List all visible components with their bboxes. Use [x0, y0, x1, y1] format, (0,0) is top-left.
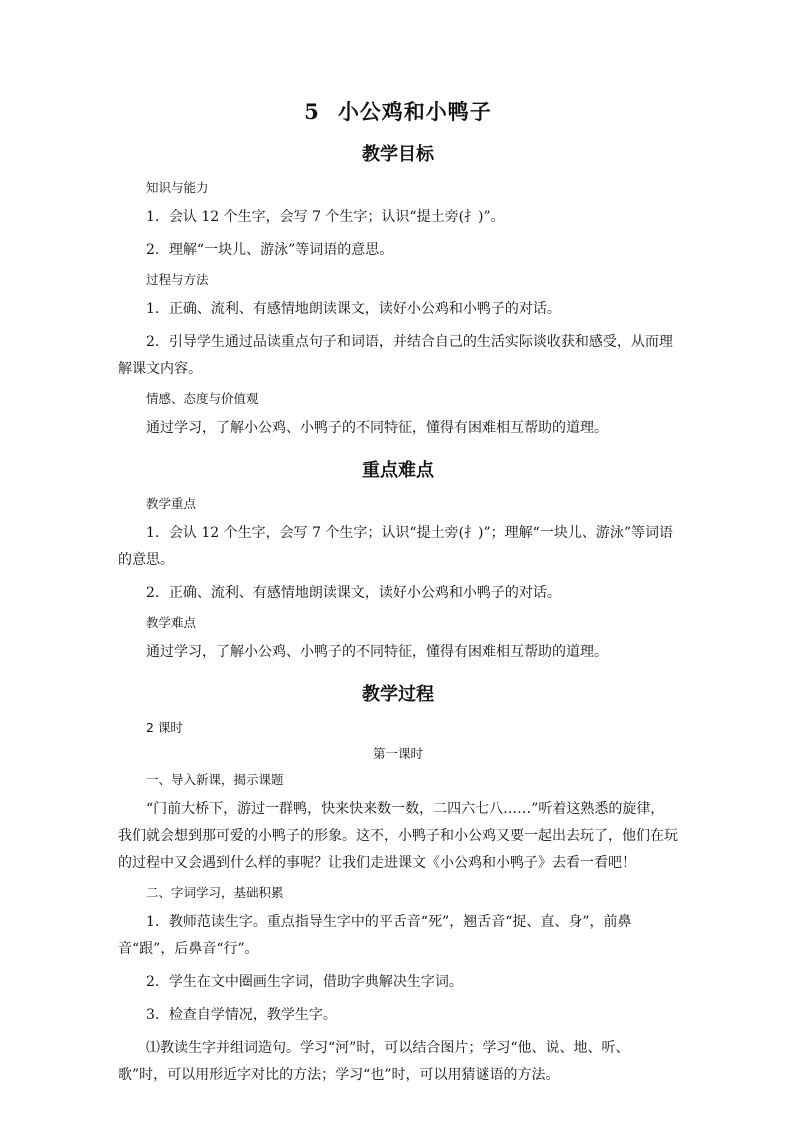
focus-item-2: 2．正确、流利、有感情地朗读课文，读好小公鸡和小鸭子的对话。 [146, 585, 561, 601]
emotion-item-1: 通过学习，了解小公鸡、小鸭子的不同特征，懂得有困难相互帮助的道理。 [146, 420, 608, 436]
emotion-subheading: 情感、态度与价值观 [146, 391, 259, 406]
step-1-text: “门前大桥下，游过一群鸭，快来快来数一数，二四六七八……”听着这熟悉的旋律，我们就会想到那可爱的小鸭子的形象。这不，小鸭子和小公鸡又要一起出去玩了，他们在玩的过程中又会遇到什么样的事呢？让我们走进课文《小公鸡和小鸭子》去看一看吧！ [118, 801, 678, 871]
first-period-heading: 第一课时 [372, 746, 423, 761]
process-heading: 教学过程 [362, 684, 434, 705]
lesson-title-text: 小公鸡和小鸭子 [337, 99, 492, 124]
step-2-item-3: 3．检查自学情况，教学生字。 [146, 1007, 337, 1023]
step-2-item-2: 2．学生在文中圈画生字词，借助字典解决生字词。 [146, 974, 463, 990]
focus-item-1: 1．会认 12 个生字，会写 7 个生字；认识“提土旁(扌)”；理解“一块儿、游泳”等词语的意思。 [118, 525, 673, 568]
knowledge-item-2: 2．理解“一块儿、游泳”等词语的意思。 [146, 242, 394, 258]
method-item-1: 1．正确、流利、有感情地朗读课文，读好小公鸡和小鸭子的对话。 [146, 301, 561, 317]
objectives-heading: 教学目标 [362, 144, 434, 165]
lesson-number: 5 [304, 99, 320, 124]
step-1-heading: 一、导入新课，揭示课题 [146, 772, 284, 787]
document-page [118, 96, 678, 1095]
step-2-item-4: ⑴教读生字并组词造句。学习“河”时，可以结合图片；学习“他、说、地、听、歌”时，可以用形近字对比的方法；学习“也”时，可以用猜谜语的方法。 [118, 1040, 630, 1083]
lesson-title [118, 96, 678, 126]
difficulty-item-1: 通过学习，了解小公鸡、小鸭子的不同特征，懂得有困难相互帮助的道理。 [146, 644, 608, 660]
difficulty-subheading: 教学难点 [146, 615, 197, 630]
knowledge-subheading: 知识与能力 [146, 180, 209, 195]
method-item-2: 2．引导学生通过品读重点句子和词语，并结合自己的生活实际谈收获和感受，从而理解课文内容。 [118, 334, 673, 377]
key-points-heading: 重点难点 [362, 460, 434, 481]
knowledge-item-1: 1．会认 12 个生字，会写 7 个生字；认识“提土旁(扌)”。 [146, 209, 505, 225]
method-subheading: 过程与方法 [146, 272, 209, 287]
step-2-item-1: 1．教师范读生字。重点指导生字中的平舌音“死”，翘舌音“捉、直、身”，前鼻音“跟”，后鼻音“行”。 [118, 914, 632, 957]
class-hours: 2 课时 [146, 720, 183, 735]
focus-subheading: 教学重点 [146, 496, 197, 511]
step-2-heading: 二、字词学习，基础积累 [146, 885, 284, 900]
